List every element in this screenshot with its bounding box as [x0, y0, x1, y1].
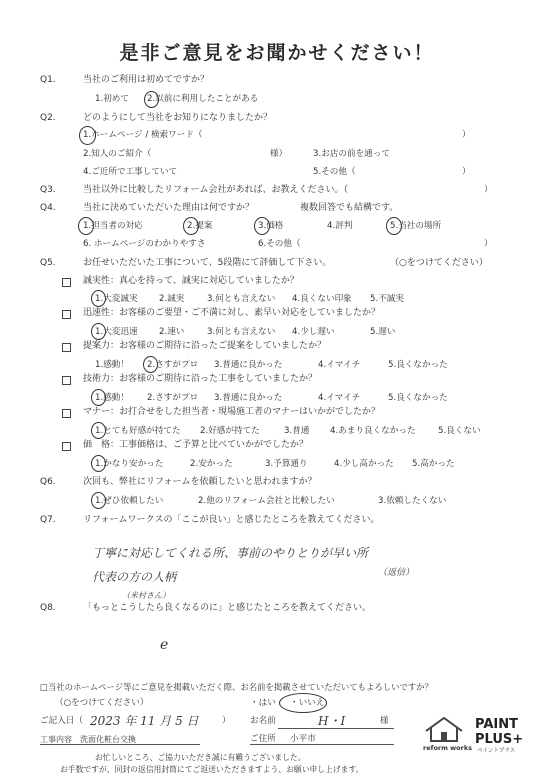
q5-item-option[interactable]: 2.好感が持てた: [200, 426, 260, 436]
q5-item-label: 技術力：お客様のご期待に沿った工事をしていましたか？: [83, 374, 318, 384]
q5-item-option[interactable]: 1.感動！: [95, 360, 129, 370]
plus-logo-text: PLUS+: [475, 732, 524, 747]
q3-question: 当社以外に比較したリフォーム会社があれば、お教えください。（: [83, 185, 349, 195]
q4-option-2[interactable]: 2.提案: [187, 221, 213, 231]
q5-item-option[interactable]: 5.良くない: [438, 426, 481, 436]
q5-item-option[interactable]: 3.普通に良かった: [214, 360, 283, 370]
q5-item-option[interactable]: 5.高かった: [412, 459, 455, 469]
q5-item-label: マナー：お打合せをした担当者・現場施工者のマナーはいかがでしたか？: [83, 407, 381, 417]
work-label: 工事内容: [40, 735, 72, 744]
q3-end: ）: [484, 185, 493, 195]
q4-option-5[interactable]: 5.当社の場所: [390, 221, 442, 231]
q6-option-2[interactable]: 2.他のリフォーム会社と比較したい: [198, 496, 335, 506]
q4-option-4[interactable]: 4.評判: [327, 221, 353, 231]
q5-item-option[interactable]: 5.良くなかった: [388, 360, 448, 370]
date-label: ご記入日（: [40, 716, 83, 726]
q2-option-1[interactable]: 1.ホームページ / 検索ワード（: [83, 130, 203, 140]
q2-question: どのようにして当社をお知りになりましたか？: [83, 113, 273, 123]
q5-item-option[interactable]: 3.普通に良かった: [214, 393, 283, 403]
answer-circle: [279, 693, 327, 713]
q5-item-option[interactable]: 4.イマイチ: [318, 360, 361, 370]
q5-item-option[interactable]: 2.さすがプロ: [147, 360, 199, 370]
thanks-line-1: お忙しいところ、ご協力いただき誠に有難うございました。: [95, 753, 306, 762]
q6-number: Q6.: [40, 477, 56, 487]
name-suffix: 様: [380, 716, 389, 726]
reform-works-logo: [423, 715, 473, 755]
q2-option-5-end: ）: [462, 167, 471, 177]
answer-circle: [91, 290, 106, 307]
q6-question: 次回も、弊社にリフォームを依頼したいと思われますか？: [83, 477, 317, 487]
q5-item-option[interactable]: 3.何とも言えない: [207, 294, 276, 304]
q5-item-label: 誠実性：真心を持って、誠実に対応していましたか？: [83, 276, 299, 286]
q5-item-checkbox[interactable]: [62, 278, 71, 287]
q5-item-option[interactable]: 3.何とも言えない: [207, 327, 276, 337]
q4-option-1[interactable]: 1.担当者の対応: [83, 221, 143, 231]
q5-item-option[interactable]: 2.速い: [159, 327, 185, 337]
q5-item-checkbox[interactable]: [62, 442, 71, 451]
answer-circle: [91, 455, 106, 472]
answer-circle: [79, 126, 96, 145]
q5-item-option[interactable]: 5.不誠実: [370, 294, 404, 304]
q5-item-option[interactable]: 4.あまり良くなかった: [330, 426, 416, 436]
q5-item-option[interactable]: 4.イマイチ: [318, 393, 361, 403]
q4-note: 複数回答でも結構です。: [300, 203, 399, 213]
q5-item-option[interactable]: 1.大変誠実: [95, 294, 138, 304]
consent-no[interactable]: ・いいえ: [290, 698, 325, 708]
answer-circle: [91, 422, 106, 439]
q4-option-6[interactable]: 6. ホームページのわかりやすさ: [83, 239, 206, 249]
answer-circle: [254, 217, 270, 235]
q2-option-2[interactable]: 2.知人のご紹介（: [83, 149, 152, 159]
q5-item-option[interactable]: 4.少し高かった: [334, 459, 394, 469]
address-label: ご住所: [250, 734, 276, 744]
paint-plus-kana: ペイントプラス: [477, 748, 516, 754]
q8-question: 「もっとこうしたら良くなるのに」と感じたところを教えてください。: [83, 603, 372, 613]
q4-option-3[interactable]: 3.価格: [258, 221, 284, 231]
answer-circle: [144, 91, 159, 108]
work-value: 洗面化粧台交換: [80, 735, 136, 744]
q5-item-option[interactable]: 2.さすがプロ: [147, 393, 199, 403]
q2-option-2-end: 様）: [270, 149, 288, 159]
q5-note: （○をつけてください）: [390, 258, 488, 268]
thanks-line-2: お手数ですが、同封の返信用封筒にてご返送いただきますよう、お願い申し上げます。: [60, 765, 364, 774]
work-underline: [40, 744, 200, 745]
answer-circle: [91, 389, 106, 406]
page-title: 是非ご意見をお聞かせください！: [119, 42, 435, 64]
q5-item-option[interactable]: 1.大変迅速: [95, 327, 138, 337]
answer-circle: [143, 356, 158, 373]
q5-item-option[interactable]: 3.予算通り: [265, 459, 308, 469]
q5-item-option[interactable]: 5.良くなかった: [388, 393, 448, 403]
address-value: 小平市: [290, 734, 316, 744]
answer-circle: [78, 217, 94, 235]
answer-circle: [183, 217, 199, 235]
house-icon: [423, 715, 465, 743]
q5-item-checkbox[interactable]: [62, 409, 71, 418]
consent-question: □当社のホームページ等にご意見を掲載いただく際、お名前を掲載させていただいてもよろしいですか？: [40, 682, 433, 692]
q7-number: Q7.: [40, 515, 56, 525]
q5-item-label: 価 格：工事価格は、ご予算と比べていかがでしたか？: [83, 440, 309, 450]
q5-number: Q5.: [40, 258, 56, 268]
date-value[interactable]: 2023 年 11 月 5 日: [90, 714, 199, 728]
q5-item-option[interactable]: 1.かなり安かった: [95, 459, 164, 469]
consent-yes[interactable]: ・はい: [250, 698, 276, 708]
q7-handwritten-note-1: （返信）: [378, 568, 415, 578]
q6-option-1[interactable]: 1.ぜひ依頼したい: [95, 496, 164, 506]
q1-question: 当社のご利用は初めてですか？: [83, 75, 210, 85]
q5-item-label: 提案力：お客様のご期待に沿ったご提案をしていましたか？: [83, 341, 327, 351]
name-value[interactable]: H・I: [318, 714, 346, 728]
q8-handwritten-answer: e: [160, 637, 169, 653]
consent-note: （○をつけてください）: [55, 698, 149, 708]
q5-item-option[interactable]: 2.誠実: [159, 294, 185, 304]
paint-logo-text: PAINT: [475, 717, 518, 732]
q2-option-5[interactable]: 5.その他（: [313, 167, 356, 177]
q5-item-option[interactable]: 1.感動！: [95, 393, 129, 403]
q5-item-option[interactable]: 3.普通: [284, 426, 310, 436]
q7-handwritten-answer-1: 丁寧に対応してくれる所、事前のやりとりが早い所: [92, 546, 369, 560]
q5-item-checkbox[interactable]: [62, 310, 71, 319]
q5-question: お任せいただいた工事について、5段階にて評価して下さい。: [83, 258, 332, 268]
q2-option-3[interactable]: 3.お店の前を通って: [313, 149, 390, 159]
q6-option-3[interactable]: 3.依頼したくない: [378, 496, 447, 506]
q5-item-option[interactable]: 5.遅い: [370, 327, 396, 337]
q5-item-option[interactable]: 4.良くない印象: [292, 294, 352, 304]
q4-question: 当社に決めていただいた理由は何ですか？: [83, 203, 255, 213]
q4-option-7[interactable]: 6.その他（: [258, 239, 301, 249]
q5-item-checkbox[interactable]: [62, 376, 71, 385]
answer-circle: [91, 323, 106, 340]
q4-option-7-end: ）: [484, 239, 493, 249]
q4-number: Q4.: [40, 203, 56, 213]
date-end: ）: [222, 716, 231, 726]
q1-option-2[interactable]: 2.以前に利用したことがある: [147, 94, 259, 104]
q7-handwritten-note-2: （米村さん）: [122, 591, 170, 600]
q5-item-option[interactable]: 2.安かった: [190, 459, 233, 469]
reform-works-text: reform works: [423, 744, 473, 752]
q5-item-label: 迅速性：お客様のご要望・ご不満に対し、素早い対応をしていましたか？: [83, 308, 381, 318]
q1-number: Q1.: [40, 75, 56, 85]
answer-circle: [91, 492, 106, 509]
q2-number: Q2.: [40, 113, 56, 123]
q5-item-checkbox[interactable]: [62, 343, 71, 352]
q7-question: リフォームワークスの「ここが良い」と感じたところを教えてください。: [83, 515, 380, 525]
q5-item-option[interactable]: 1.とても好感が持てた: [95, 426, 181, 436]
q7-handwritten-answer-2: 代表の方の人柄: [92, 570, 177, 584]
q8-number: Q8.: [40, 603, 56, 613]
q3-number: Q3.: [40, 185, 56, 195]
address-underline: [250, 744, 394, 745]
name-label: お名前: [250, 716, 276, 726]
name-underline: [278, 728, 394, 729]
q2-option-1-end: ）: [462, 130, 471, 140]
q1-option-1[interactable]: 1.初めて: [95, 94, 129, 104]
answer-circle: [386, 217, 402, 235]
q2-option-4[interactable]: 4.ご近所で工事していて: [83, 167, 178, 177]
q5-item-option[interactable]: 4.少し遅い: [292, 327, 335, 337]
